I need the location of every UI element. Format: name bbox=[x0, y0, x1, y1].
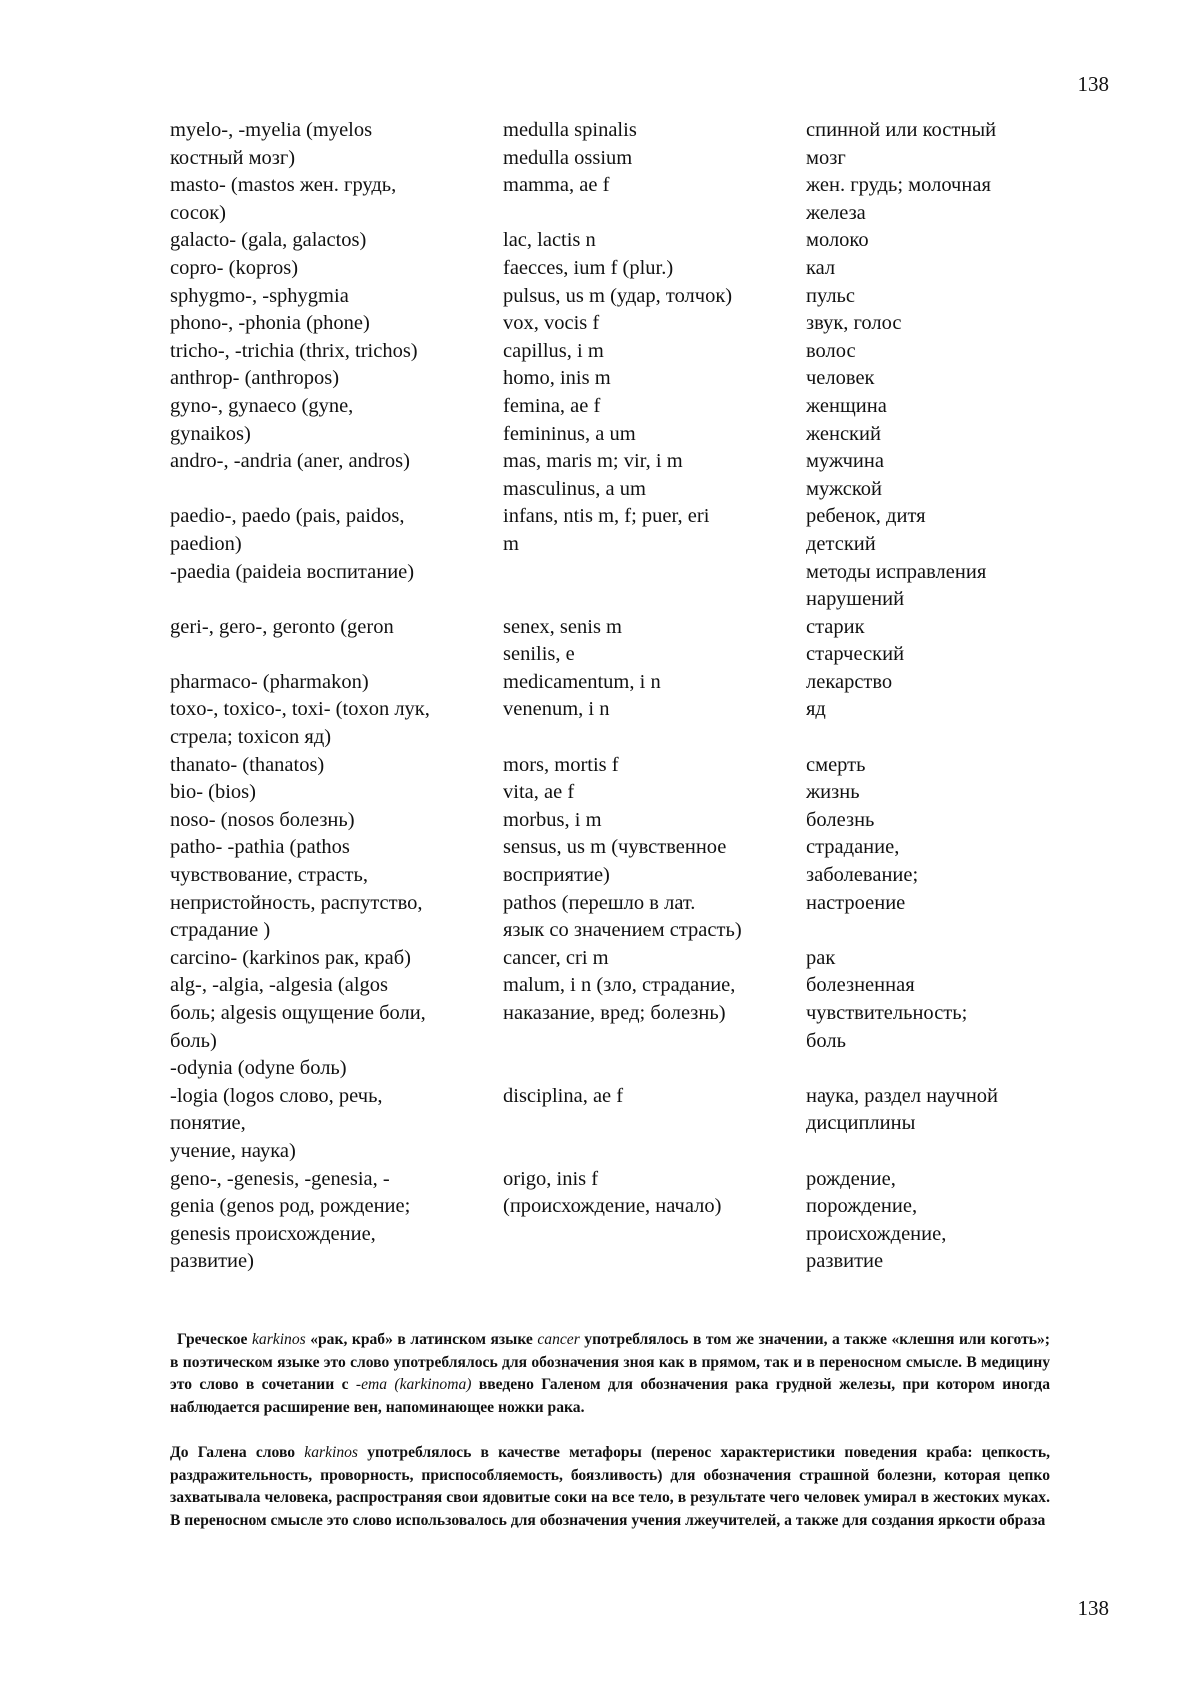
greek-term-line: учение, наука) bbox=[170, 1139, 296, 1162]
latin-term-cell bbox=[503, 310, 806, 338]
latin-term-cell bbox=[503, 1055, 806, 1083]
vocab-row bbox=[170, 448, 1050, 503]
greek-term-cell bbox=[170, 559, 503, 614]
latin-term-cell bbox=[503, 448, 806, 503]
vocab-row bbox=[170, 117, 1050, 172]
greek-term-line: paedion) bbox=[170, 532, 242, 555]
greek-term-line: -odynia (odyne боль) bbox=[170, 1057, 347, 1080]
latin-term-cell bbox=[503, 779, 806, 807]
russian-meaning-cell bbox=[806, 283, 1050, 311]
vocab-row bbox=[170, 614, 1050, 669]
russian-meaning-line: жен. грудь; молочная bbox=[806, 174, 991, 197]
russian-meaning-line: смерть bbox=[806, 753, 866, 776]
russian-meaning-line: яд bbox=[806, 698, 826, 721]
greek-term-line: gynaikos) bbox=[170, 422, 251, 445]
russian-meaning-line: порождение, bbox=[806, 1195, 918, 1218]
greek-term-line: alg-, -algia, -algesia (algos bbox=[170, 974, 389, 997]
latin-term-line: vox, vocis f bbox=[503, 312, 600, 335]
latin-term-line: medicamentum, i n bbox=[503, 670, 661, 693]
latin-term-line: femina, ae f bbox=[503, 394, 601, 417]
russian-meaning-cell bbox=[806, 448, 1050, 503]
note1-text-2: «рак, краб» в латинском языке bbox=[305, 1331, 538, 1348]
greek-term-cell bbox=[170, 614, 503, 669]
russian-meaning-line: железа bbox=[806, 201, 866, 224]
greek-term-cell bbox=[170, 972, 503, 1055]
latin-term-line: sensus, us m (чувственное bbox=[503, 836, 727, 859]
latin-term-cell bbox=[503, 1083, 806, 1166]
latin-term-line: origo, inis f bbox=[503, 1167, 599, 1190]
russian-meaning-cell bbox=[806, 945, 1050, 973]
vocab-row bbox=[170, 1083, 1050, 1166]
vocab-row bbox=[170, 393, 1050, 448]
russian-meaning-line: дисциплины bbox=[806, 1112, 916, 1135]
russian-meaning-line: ребенок, дитя bbox=[806, 505, 926, 528]
greek-term-cell bbox=[170, 310, 503, 338]
greek-term-line: copro- (kopros) bbox=[170, 256, 299, 279]
latin-term-line: (происхождение, начало) bbox=[503, 1195, 722, 1218]
greek-term-cell bbox=[170, 503, 503, 558]
greek-term-line: geno-, -genesis, -genesia, - bbox=[170, 1167, 390, 1190]
russian-meaning-cell bbox=[806, 779, 1050, 807]
russian-meaning-line: заболевание; bbox=[806, 864, 919, 887]
latin-term-cell bbox=[503, 393, 806, 448]
greek-term-line: andro-, -andria (aner, andros) bbox=[170, 450, 410, 473]
latin-term-cell bbox=[503, 752, 806, 780]
vocab-row bbox=[170, 172, 1050, 227]
greek-term-line: myelo-, -myelia (myelos bbox=[170, 119, 373, 141]
russian-meaning-cell bbox=[806, 255, 1050, 283]
russian-meaning-line: рак bbox=[806, 946, 836, 969]
russian-meaning-line: старик bbox=[806, 615, 865, 638]
vocab-row bbox=[170, 1166, 1050, 1276]
russian-meaning-line: нарушений bbox=[806, 588, 905, 611]
greek-term-cell bbox=[170, 779, 503, 807]
greek-term-line: toxo-, toxico-, toxi- (toxon лук, bbox=[170, 698, 430, 721]
greek-term-line: боль; algesis ощущение боли, bbox=[170, 1002, 426, 1024]
page-number-bottom: 138 bbox=[1077, 1596, 1109, 1620]
latin-term-line: восприятие) bbox=[503, 864, 610, 887]
greek-term-line: pharmaco- (pharmakon) bbox=[170, 670, 369, 693]
russian-meaning-line: лекарство bbox=[806, 670, 893, 693]
latin-term-line: vita, ae f bbox=[503, 781, 575, 804]
latin-term-line: femininus, a um bbox=[503, 422, 636, 445]
note1-text-4: введено Галеном для обозначения рака грудной железы, при котором иногда наблюдается расширение вен, напоминающее ножки рака. bbox=[170, 1376, 1050, 1416]
russian-meaning-cell bbox=[806, 393, 1050, 448]
vocabulary-table bbox=[170, 117, 1050, 1276]
greek-term-line: anthrop- (anthropos) bbox=[170, 367, 340, 390]
greek-term-line: страдание ) bbox=[170, 919, 271, 942]
note1-text-3: употреблялось в том же значении, а также «клешня или коготь»; в поэтическом языке это слово употреблялось для обозначения зноя как в прямом, так и в переносном смысле. В медицину это слово в сочетании с bbox=[170, 1331, 1050, 1394]
russian-meaning-cell bbox=[806, 1166, 1050, 1276]
greek-term-cell bbox=[170, 338, 503, 366]
greek-term-cell bbox=[170, 1166, 503, 1276]
latin-term-cell bbox=[503, 669, 806, 697]
russian-meaning-cell bbox=[806, 614, 1050, 669]
greek-term-cell bbox=[170, 255, 503, 283]
note2-text-2: употреблялось в качестве метафоры (перенос характеристики поведения краба: цепкость, раздражительность, проворность, приспособляемость, боязливость) для обозначения страшной болезни, которая цепко захватывала человека, распространяя свои ядовитые соки на все тело, в результате чего человек умирал в жестоких муках. В переносном смысле это слово использовалось для обозначения учения лжеучителей, а также для создания яркости образа bbox=[170, 1444, 1050, 1529]
vocab-row bbox=[170, 255, 1050, 283]
greek-term-cell bbox=[170, 696, 503, 751]
russian-meaning-cell bbox=[806, 1055, 1050, 1083]
greek-term-line: phono-, -phonia (phone) bbox=[170, 312, 370, 335]
latin-term-line: cancer, cri m bbox=[503, 946, 609, 969]
latin-term-cell bbox=[503, 945, 806, 973]
greek-term-cell bbox=[170, 283, 503, 311]
vocab-row bbox=[170, 310, 1050, 338]
greek-term-cell bbox=[170, 172, 503, 227]
note2-term-karkinos: karkinos bbox=[304, 1444, 358, 1461]
latin-term-line: pathos (перешло в лат. bbox=[503, 891, 696, 914]
vocabulary-table-body bbox=[170, 117, 1050, 1276]
greek-term-cell bbox=[170, 1055, 503, 1083]
latin-term-line: medulla spinalis bbox=[503, 119, 637, 141]
note1-term-cancer: cancer bbox=[537, 1331, 580, 1348]
russian-meaning-line: наука, раздел научной bbox=[806, 1084, 999, 1107]
greek-term-line: patho- -pathia (pathos bbox=[170, 836, 350, 859]
greek-term-line: gyno-, gynaeco (gyne, bbox=[170, 394, 354, 417]
greek-term-line: thanato- (thanatos) bbox=[170, 753, 325, 776]
russian-meaning-line: жизнь bbox=[806, 781, 860, 804]
russian-meaning-cell bbox=[806, 696, 1050, 751]
note1-text-1: Греческое bbox=[177, 1331, 252, 1348]
note-paragraph-karkinos bbox=[170, 1329, 1050, 1419]
russian-meaning-cell bbox=[806, 503, 1050, 558]
greek-term-line: sphygmo-, -sphygmia bbox=[170, 284, 349, 307]
greek-term-line: galacto- (gala, galactos) bbox=[170, 229, 367, 252]
vocab-row bbox=[170, 669, 1050, 697]
greek-term-line: carcino- (karkinos рак, краб) bbox=[170, 946, 411, 969]
latin-term-cell bbox=[503, 117, 806, 172]
russian-meaning-line: детский bbox=[806, 532, 876, 555]
latin-term-line: pulsus, us m (удар, толчок) bbox=[503, 284, 733, 307]
greek-term-cell bbox=[170, 393, 503, 448]
greek-term-cell bbox=[170, 807, 503, 835]
greek-term-cell bbox=[170, 365, 503, 393]
greek-term-line: сосок) bbox=[170, 201, 226, 224]
latin-term-line: homo, inis m bbox=[503, 367, 611, 390]
latin-term-cell bbox=[503, 503, 806, 558]
latin-term-line: infans, ntis m, f; puer, eri bbox=[503, 505, 710, 528]
vocab-row bbox=[170, 972, 1050, 1055]
russian-meaning-line: страдание, bbox=[806, 836, 900, 859]
note1-term-karkinos: karkinos bbox=[251, 1331, 306, 1348]
latin-term-cell bbox=[503, 972, 806, 1055]
note1-term-karkinoma: -ema (karkinoma) bbox=[355, 1376, 472, 1394]
latin-term-cell bbox=[503, 614, 806, 669]
russian-meaning-line: кал bbox=[806, 256, 836, 279]
greek-term-line: masto- (mastos жен. грудь, bbox=[170, 174, 397, 197]
greek-term-cell bbox=[170, 227, 503, 255]
russian-meaning-line: женщина bbox=[806, 394, 887, 417]
russian-meaning-line: молоко bbox=[806, 229, 869, 252]
russian-meaning-line: мужчина bbox=[806, 450, 884, 473]
greek-term-line: стрела; toxicon яд) bbox=[170, 726, 332, 749]
vocab-row bbox=[170, 227, 1050, 255]
greek-term-cell bbox=[170, 669, 503, 697]
latin-term-line: medulla ossium bbox=[503, 146, 633, 169]
russian-meaning-cell bbox=[806, 338, 1050, 366]
latin-term-line: malum, i n (зло, страдание, bbox=[503, 974, 736, 997]
latin-term-cell bbox=[503, 807, 806, 835]
russian-meaning-line: методы исправления bbox=[806, 560, 987, 583]
latin-term-line: язык со значением страсть) bbox=[503, 919, 742, 942]
greek-term-cell bbox=[170, 945, 503, 973]
latin-term-cell bbox=[503, 172, 806, 227]
russian-meaning-cell bbox=[806, 807, 1050, 835]
vocab-row bbox=[170, 283, 1050, 311]
russian-meaning-line: пульс bbox=[806, 284, 855, 307]
latin-term-line: m bbox=[503, 532, 519, 555]
latin-term-cell bbox=[503, 255, 806, 283]
latin-term-line: senilis, e bbox=[503, 643, 575, 666]
russian-meaning-cell bbox=[806, 752, 1050, 780]
latin-term-cell bbox=[503, 365, 806, 393]
latin-term-cell bbox=[503, 338, 806, 366]
russian-meaning-line: настроение bbox=[806, 891, 906, 914]
note2-text-1: До Галена слово bbox=[170, 1444, 305, 1461]
vocab-row bbox=[170, 696, 1050, 751]
latin-term-line: disciplina, ae f bbox=[503, 1084, 624, 1107]
latin-term-line: faecces, ium f (plur.) bbox=[503, 256, 674, 279]
greek-term-line: paedio-, paedo (pais, paidos, bbox=[170, 505, 405, 528]
russian-meaning-cell bbox=[806, 172, 1050, 227]
vocab-row bbox=[170, 503, 1050, 558]
greek-term-line: bio- (bios) bbox=[170, 781, 256, 804]
russian-meaning-line: старческий bbox=[806, 643, 905, 666]
russian-meaning-line: болезненная bbox=[806, 974, 915, 997]
latin-term-line: наказание, вред; болезнь) bbox=[503, 1002, 726, 1024]
russian-meaning-cell bbox=[806, 227, 1050, 255]
latin-term-line: venenum, i n bbox=[503, 698, 610, 721]
greek-term-line: genia (genos род, рождение; bbox=[170, 1195, 411, 1218]
russian-meaning-line: боль bbox=[806, 1029, 846, 1052]
russian-meaning-line: мозг bbox=[806, 146, 846, 169]
vocab-row bbox=[170, 1055, 1050, 1083]
russian-meaning-line: чувствительность; bbox=[806, 1002, 968, 1024]
russian-meaning-line: рождение, bbox=[806, 1167, 896, 1190]
russian-meaning-cell bbox=[806, 669, 1050, 697]
vocab-row bbox=[170, 779, 1050, 807]
vocab-row bbox=[170, 559, 1050, 614]
greek-term-cell bbox=[170, 117, 503, 172]
greek-term-line: -paedia (paideia воспитание) bbox=[170, 560, 415, 583]
russian-meaning-cell bbox=[806, 559, 1050, 614]
russian-meaning-cell bbox=[806, 1083, 1050, 1166]
russian-meaning-line: женский bbox=[806, 422, 881, 445]
greek-term-cell bbox=[170, 448, 503, 503]
vocab-row bbox=[170, 945, 1050, 973]
vocab-row bbox=[170, 338, 1050, 366]
russian-meaning-line: звук, голос bbox=[806, 312, 902, 335]
russian-meaning-cell bbox=[806, 972, 1050, 1055]
greek-term-line: непристойность, распутство, bbox=[170, 891, 423, 914]
latin-term-line: morbus, i m bbox=[503, 808, 602, 831]
latin-term-cell bbox=[503, 559, 806, 614]
latin-term-cell bbox=[503, 834, 806, 944]
russian-meaning-cell bbox=[806, 310, 1050, 338]
latin-term-cell bbox=[503, 696, 806, 751]
vocab-row bbox=[170, 365, 1050, 393]
greek-term-cell bbox=[170, 1083, 503, 1166]
greek-term-line: -logia (logos слово, речь, bbox=[170, 1084, 383, 1107]
greek-term-line: костный мозг) bbox=[170, 146, 296, 169]
russian-meaning-line: мужской bbox=[806, 477, 882, 500]
note-paragraph-galen bbox=[170, 1442, 1050, 1532]
latin-term-line: mamma, ae f bbox=[503, 174, 610, 197]
greek-term-line: развитие) bbox=[170, 1250, 254, 1273]
vocab-row bbox=[170, 752, 1050, 780]
latin-term-line: capillus, i m bbox=[503, 339, 604, 362]
vocab-row bbox=[170, 834, 1050, 944]
russian-meaning-cell bbox=[806, 365, 1050, 393]
latin-term-line: lac, lactis n bbox=[503, 229, 596, 252]
greek-term-cell bbox=[170, 752, 503, 780]
greek-term-cell bbox=[170, 834, 503, 944]
latin-term-line: senex, senis m bbox=[503, 615, 622, 638]
greek-term-line: tricho-, -trichia (thrix, trichos) bbox=[170, 339, 418, 362]
latin-term-cell bbox=[503, 227, 806, 255]
latin-term-line: mas, maris m; vir, i m bbox=[503, 450, 683, 473]
latin-term-cell bbox=[503, 1166, 806, 1276]
greek-term-line: genesis происхождение, bbox=[170, 1222, 376, 1245]
greek-term-line: geri-, gero-, geronto (geron bbox=[170, 615, 394, 638]
russian-meaning-cell bbox=[806, 834, 1050, 944]
vocab-row bbox=[170, 807, 1050, 835]
greek-term-line: боль) bbox=[170, 1029, 217, 1052]
greek-term-line: noso- (nosos болезнь) bbox=[170, 808, 355, 831]
latin-term-line: masculinus, a um bbox=[503, 477, 646, 500]
russian-meaning-line: болезнь bbox=[806, 808, 875, 831]
page-number-top: 138 bbox=[1077, 72, 1109, 96]
greek-term-line: понятие, bbox=[170, 1112, 246, 1135]
russian-meaning-line: волос bbox=[806, 339, 856, 362]
latin-term-line: mors, mortis f bbox=[503, 753, 619, 776]
russian-meaning-line: развитие bbox=[806, 1250, 884, 1273]
russian-meaning-line: происхождение, bbox=[806, 1222, 947, 1245]
greek-term-line: чувствование, страсть, bbox=[170, 864, 368, 887]
russian-meaning-line: спинной или костный bbox=[806, 119, 997, 141]
latin-term-cell bbox=[503, 283, 806, 311]
russian-meaning-cell bbox=[806, 117, 1050, 172]
russian-meaning-line: человек bbox=[806, 367, 875, 390]
